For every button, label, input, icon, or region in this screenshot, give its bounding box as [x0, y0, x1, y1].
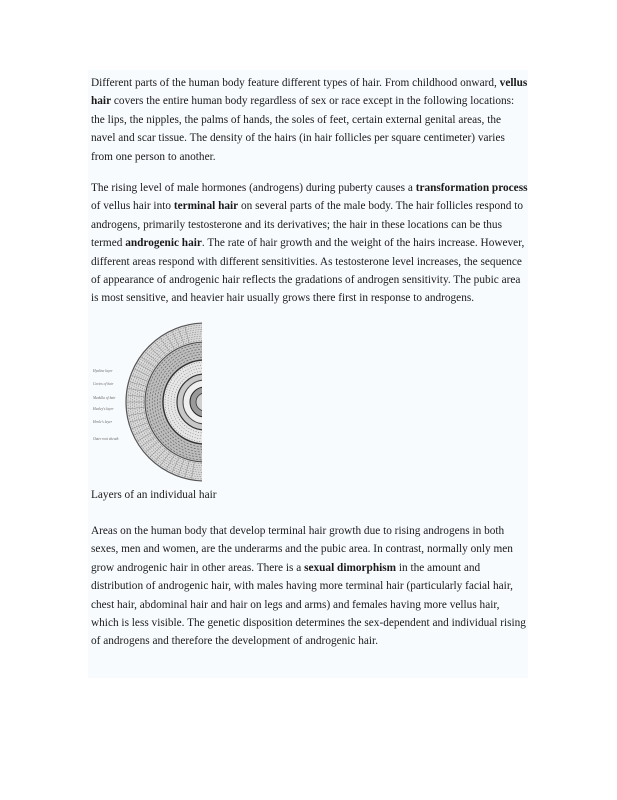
- figure-label: Outer root sheath: [93, 436, 119, 441]
- bold-term: androgenic hair: [125, 237, 202, 250]
- figure-label: Cortex of hair: [93, 381, 114, 386]
- text-run: in the amount and distribution of androgenic hair, with males having more terminal hair (particularly facial hair, chest hair, abdominal hair and hair on legs and arms) and females having more vellus hair, which is less visible. The genetic disposition determines the sex-dependent and individual rising of androgens and therefore the development of androgenic hair.: [91, 561, 526, 648]
- paragraph-androgenic-hair: [91, 179, 528, 308]
- figure-label: Hyaline layer: [93, 368, 113, 373]
- hair-layers-figure: [91, 322, 202, 482]
- text-run: of vellus hair into: [91, 200, 174, 213]
- paragraph-vellus-hair: [91, 74, 528, 166]
- bold-term: vellus hair: [91, 77, 528, 108]
- bold-term: sexual dimorphism: [304, 561, 397, 574]
- hair-cross-section-image: [91, 322, 202, 482]
- bold-term: terminal hair: [173, 200, 239, 213]
- text-run: . The rate of hair growth and the weight of the hairs increase. However, different areas respond with different sensitivities. As testosterone level increases, the sequence of appearance of androgenic hair reflects the gradations of androgen sensitivity. The pubic area is most sensitive, and heavier hair usually grows there first in response to androgens.: [91, 237, 525, 305]
- figure-caption: Layers of an individual hair: [91, 488, 217, 501]
- text-run: on several parts of the male body. The hair follicles respond to androgens, primarily testosterone and its derivatives; the hair in these locations can be thus termed: [91, 200, 524, 250]
- text-run: covers the entire human body regardless of sex or race except in the following locations: the lips, the nipples, the palms of hands, the soles of feet, certain external genital areas, the navel and scar tissue. The density of the hairs (in hair follicles per square centimeter) varies from one person to another.: [91, 95, 515, 163]
- text-run: Areas on the human body that develop terminal hair growth due to rising androgens in both sexes, men and women, are the underarms and the pubic area. In contrast, normally only men grow androgenic hair in other areas. There is a: [91, 524, 513, 574]
- text-run: The rising level of male hormones (androgens) during puberty causes a: [91, 182, 416, 195]
- paragraph-sexual-dimorphism: [91, 522, 528, 651]
- document-body: [88, 70, 528, 678]
- figure-label: Huxley's layer: [93, 406, 114, 411]
- text-run: Different parts of the human body feature different types of hair. From childhood onward,: [91, 77, 500, 89]
- bold-term: transformation process: [415, 182, 528, 195]
- figure-label: Medulla of hair: [93, 395, 116, 400]
- figure-label: Henle's layer: [93, 419, 113, 424]
